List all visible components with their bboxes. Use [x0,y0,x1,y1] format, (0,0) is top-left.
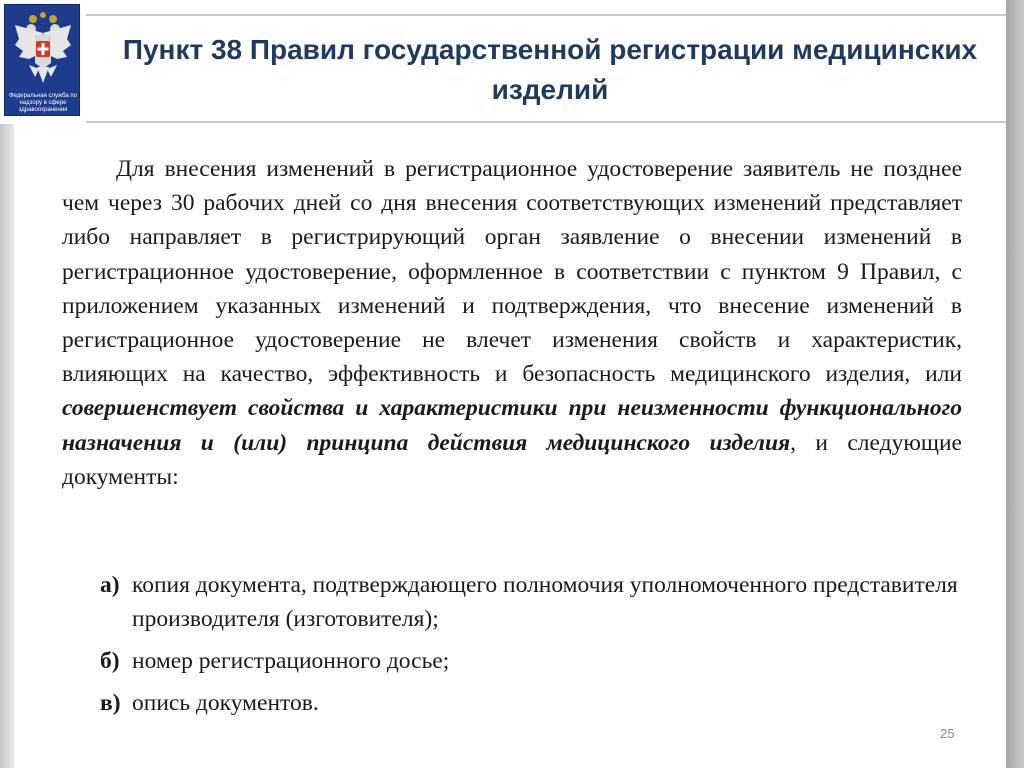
logo-caption: Федеральная служба по надзору в сфере здравоохранения [8,93,77,113]
documents-list [100,568,980,728]
list-item-marker: б) [100,648,120,674]
main-paragraph [62,152,962,494]
list-item-text: номер регистрационного досье; [132,648,450,674]
list-item-marker: а) [100,572,120,598]
paragraph-emphasis: совершенствует свойства и характеристики при неизменности функционального назначения и (или) принципа действия медицинского изделия [62,395,962,456]
paragraph-text-end: , и следующие документы: [62,429,962,490]
paragraph-text-start: Для внесения изменений в регистрационное удостоверение заявитель не позднее чем через 30 рабочих дней со дня внесения соответствующих изменений представляет либо направляет в регистрирующий орган заявление о внесении изменений в регистрационное удостоверение, оформленное в соответствии с пунктом 9 Правил, с приложением указанных изменений и подтверждения, что внесение изменений в регистрационное удостоверение не влечет изменения свойств и характеристик, влияющих на качество, эффективность и безопасность медицинского изделия, или [62,156,962,388]
double-headed-eagle-emblem-icon [13,11,73,91]
list-item [100,568,980,636]
roszdravnadzor-logo [4,4,80,116]
list-item [100,644,980,678]
list-item-text: опись документов. [132,690,319,716]
header-top-divider [86,14,1010,16]
list-item [100,686,980,720]
list-item-marker: в) [100,690,121,716]
page-number: 25 [940,726,955,741]
header-bottom-divider [86,121,1010,123]
list-item-text: копия документа, подтверждающего полномочия уполномоченного представителя производителя (изготовителя); [132,572,958,632]
right-edge-bar [1006,0,1024,768]
slide-title: Пункт 38 Правил государственной регистрации медицинских изделий [122,34,978,105]
left-edge-shade [0,124,14,768]
